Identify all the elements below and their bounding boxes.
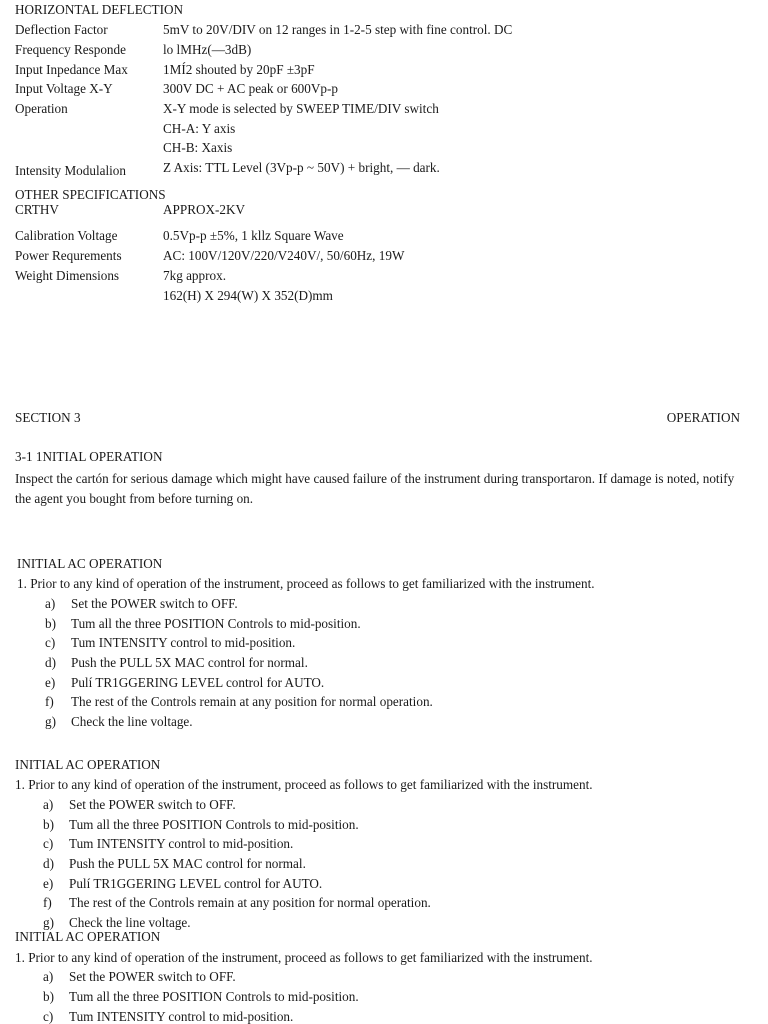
section-title: OPERATION — [666, 410, 740, 425]
spec-value: X-Y mode is selected by SWEEP TIME/DIV switch — [163, 101, 439, 116]
spec-value: lo lMHz(—3dB) — [163, 42, 252, 57]
step-letter: f) — [43, 895, 52, 910]
spec-label: Frequency Responde — [15, 42, 126, 57]
step-text: Tum INTENSITY control to mid-position. — [69, 1009, 294, 1024]
spec-value: 300V DC + AC peak or 600Vp-p — [163, 81, 338, 96]
step-text: Pulí TR1GGERING LEVEL control for AUTO. — [71, 675, 325, 690]
step-letter: e) — [43, 876, 54, 891]
step-letter: b) — [45, 616, 56, 631]
other-specifications-heading: OTHER SPECIFICATIONS — [15, 187, 166, 202]
step-letter: c) — [43, 1009, 54, 1024]
ac-operation-heading: INITIAL AC OPERATION — [17, 556, 163, 571]
step-letter: d) — [45, 655, 56, 670]
spec-value: APPROX-2KV — [163, 202, 246, 217]
step-letter: e) — [45, 675, 56, 690]
spec-value: 7kg approx. — [163, 268, 226, 283]
spec-label: Operation — [15, 101, 68, 116]
spec-label: Input Inpedance Max — [15, 62, 128, 77]
step-letter: g) — [45, 714, 56, 729]
initial-operation-paragraph: Inspect the cartón for serious damage which might have caused failure of the instrument during transportaron. If damage is noted, notify the agent you bought from before turning on. — [15, 471, 735, 506]
step-text: The rest of the Controls remain at any position for normal operation. — [69, 895, 431, 910]
spec-value: 162(H) X 294(W) X 352(D)mm — [163, 288, 333, 303]
ac-operation-heading: INITIAL AC OPERATION — [15, 929, 161, 944]
spec-label: Input Voltage X-Y — [15, 81, 113, 96]
spec-value: CH-B: Xaxis — [163, 140, 233, 155]
initial-operation-heading: 3-1 1NITIAL OPERATION — [15, 449, 163, 464]
step-text: Set the POWER switch to OFF. — [69, 969, 236, 984]
spec-label: CRTHV — [15, 202, 59, 217]
step-text: Push the PULL 5X MAC control for normal. — [69, 856, 306, 871]
step-text: Tum INTENSITY control to mid-position. — [71, 635, 296, 650]
section-number: SECTION 3 — [15, 410, 81, 425]
ac-operation-heading: INITIAL AC OPERATION — [15, 757, 161, 772]
step-letter: c) — [43, 836, 54, 851]
step-text: Tum all the three POSITION Controls to mid-position. — [69, 989, 359, 1004]
spec-value: AC: 100V/120V/220/V240V/, 50/60Hz, 19W — [163, 248, 405, 263]
step-text: Check the line voltage. — [71, 714, 193, 729]
spec-label: Deflection Factor — [15, 22, 108, 37]
step-text: Tum INTENSITY control to mid-position. — [69, 836, 294, 851]
ac-operation-intro: 1. Prior to any kind of operation of the instrument, proceed as follows to get familiarized with the instrument. — [15, 777, 593, 792]
spec-value: CH-A: Y axis — [163, 121, 236, 136]
spec-value: Z Axis: TTL Level (3Vp-p ~ 50V) + bright, — dark. — [163, 160, 440, 175]
step-text: Tum all the three POSITION Controls to mid-position. — [69, 817, 359, 832]
step-text: Pulí TR1GGERING LEVEL control for AUTO. — [69, 876, 323, 891]
step-text: Tum all the three POSITION Controls to mid-position. — [71, 616, 361, 631]
step-text: The rest of the Controls remain at any position for normal operation. — [71, 694, 433, 709]
horizontal-deflection-heading: HORIZONTAL DEFLECTION — [15, 2, 184, 17]
step-letter: f) — [45, 694, 54, 709]
step-text: Check the line voltage. — [69, 915, 191, 930]
step-text: Push the PULL 5X MAC control for normal. — [71, 655, 308, 670]
spec-value: 1MÍ2 shouted by 20pF ±3pF — [163, 62, 315, 77]
spec-label: Calibration Voltage — [15, 228, 118, 243]
spec-label: Intensity Modulalion — [15, 163, 126, 178]
step-letter: a) — [43, 969, 54, 984]
step-text: Set the POWER switch to OFF. — [71, 596, 238, 611]
step-letter: b) — [43, 817, 54, 832]
ac-operation-intro: 1. Prior to any kind of operation of the instrument, proceed as follows to get familiarized with the instrument. — [15, 950, 593, 965]
step-letter: b) — [43, 989, 54, 1004]
spec-label: Weight Dimensions — [15, 268, 120, 283]
spec-value: 0.5Vp-p ±5%, 1 kllz Square Wave — [163, 228, 344, 243]
step-text: Set the POWER switch to OFF. — [69, 797, 236, 812]
spec-value: 5mV to 20V/DIV on 12 ranges in 1-2-5 step with fine control. DC — [163, 22, 513, 37]
step-letter: a) — [45, 596, 56, 611]
spec-label: Power Requrements — [15, 248, 122, 263]
step-letter: d) — [43, 856, 54, 871]
step-letter: c) — [45, 635, 56, 650]
step-letter: g) — [43, 915, 54, 930]
step-letter: a) — [43, 797, 54, 812]
ac-operation-intro: 1. Prior to any kind of operation of the instrument, proceed as follows to get familiarized with the instrument. — [17, 576, 595, 591]
